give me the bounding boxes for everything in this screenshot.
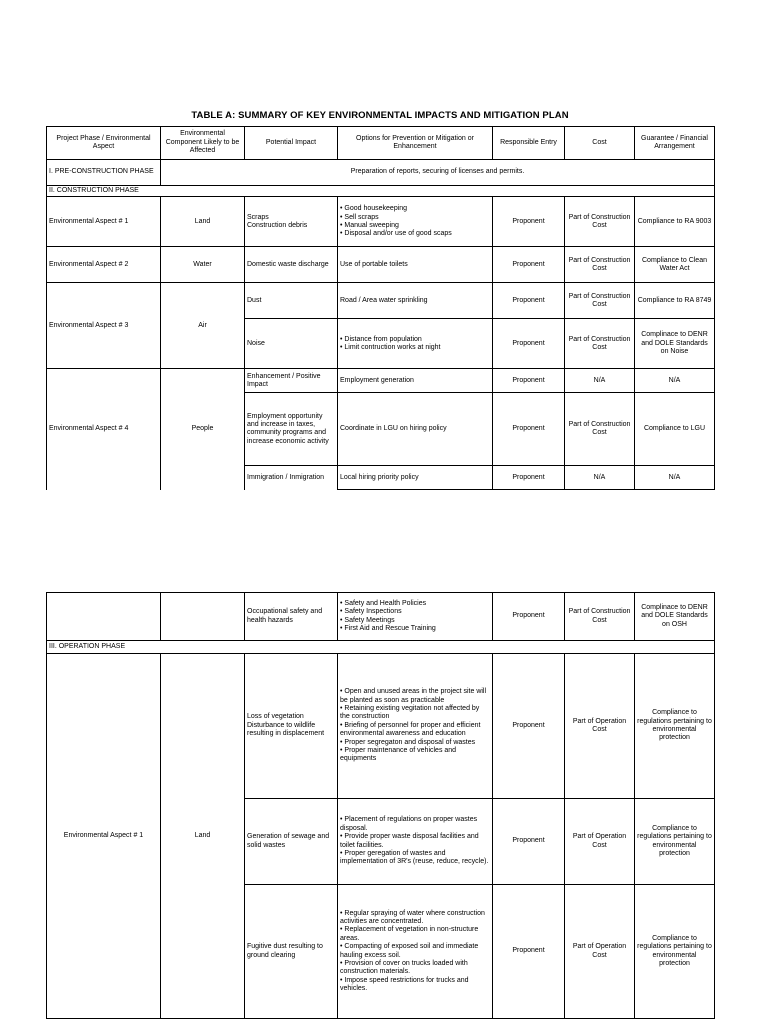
header-row	[47, 127, 715, 160]
responsible-cell: Proponent	[493, 197, 565, 247]
options-cell	[338, 799, 493, 885]
cost-cell: Part of Construction Cost	[565, 283, 635, 319]
responsible-cell: Proponent	[493, 799, 565, 885]
responsible-cell: Proponent	[493, 654, 565, 799]
header-responsible: Responsible Entry	[493, 127, 565, 160]
component-cell: Air	[161, 283, 245, 369]
guarantee-cell: Complinace to DENR and DOLE Standards on OSH	[635, 593, 715, 641]
header-guarantee: Guarantee / Financial Arrangement	[635, 127, 715, 160]
component-cell: Water	[161, 247, 245, 283]
table-row	[47, 197, 715, 247]
bullet-item: • Proper segregaton and disposal of wastes	[340, 738, 476, 746]
impacts-table-part-2	[46, 592, 715, 1019]
aspect-name: Environmental Aspect # 2	[47, 247, 161, 283]
bullet-item: • Limit contruction works at night	[340, 343, 441, 351]
aspect-name-continued	[47, 593, 161, 641]
bullet-item: • Retaining existing vegitation not affected by the construction	[340, 705, 480, 721]
impact-cell: Immigration / Inmigration	[245, 466, 338, 490]
component-cell: People	[161, 369, 245, 490]
bullet-item: • Disposal and/or use of good scaps	[340, 230, 452, 238]
options-cell: Use of portable toilets	[338, 247, 493, 283]
guarantee-cell: N/A	[635, 369, 715, 393]
cost-cell: Part of Construction Cost	[565, 593, 635, 641]
options-cell	[338, 654, 493, 799]
bullet-item: • Compacting of exposed soil and immediate hauling excess soil.	[340, 943, 479, 959]
bullet-item: • First Aid and Rescue Training	[340, 624, 436, 632]
pre-construction-row	[47, 160, 715, 186]
bullet-item: • Placement of regulations on proper wastes disposal.	[340, 816, 478, 832]
responsible-cell: Proponent	[493, 593, 565, 641]
cost-cell: Part of Operation Cost	[565, 654, 635, 799]
guarantee-cell: Compliance to LGU	[635, 393, 715, 466]
aspect-name: Environmental Aspect # 3	[47, 283, 161, 369]
options-cell: Coordinate in LGU on hiring policy	[338, 393, 493, 466]
impacts-table-part-1	[46, 126, 715, 490]
impact-cell: Employment opportunity and increase in taxes, community programs and increase economic activity	[245, 393, 338, 466]
component-cell: Land	[161, 197, 245, 247]
impact-cell: Generation of sewage and solid wastes	[245, 799, 338, 885]
operation-phase-label: III. OPERATION PHASE	[47, 641, 715, 654]
guarantee-cell: Compliance to RA 9003	[635, 197, 715, 247]
responsible-cell: Proponent	[493, 319, 565, 369]
bullet-item: • Good housekeeping	[340, 205, 408, 213]
bullet-item: • Manual sweeping	[340, 221, 399, 229]
impact-cell: Domestic waste discharge	[245, 247, 338, 283]
construction-phase-label: II. CONSTRUCTION PHASE	[47, 186, 715, 197]
guarantee-cell: Complinace to DENR and DOLE Standards on Noise	[635, 319, 715, 369]
options-cell	[338, 593, 493, 641]
responsible-cell: Proponent	[493, 393, 565, 466]
bullet-item: • Sell scraps	[340, 213, 379, 221]
aspect-name: Environmental Aspect # 1	[47, 197, 161, 247]
impact-cell: Dust	[245, 283, 338, 319]
options-cell: Employment generation	[338, 369, 493, 393]
bullet-item: • Replacement of vegetation in non-structure areas.	[340, 926, 479, 942]
impact-cell: Occupational safety and health hazards	[245, 593, 338, 641]
responsible-cell: Proponent	[493, 369, 565, 393]
bullet-item: • Safety Inspections	[340, 608, 402, 616]
impact-cell: Noise	[245, 319, 338, 369]
component-cell: Land	[161, 654, 245, 1019]
bullet-item: • Proper maintenance of vehicles and equipments	[340, 746, 457, 763]
responsible-cell: Proponent	[493, 283, 565, 319]
guarantee-cell: Compliance to regulations pertaining to environmental protection	[635, 799, 715, 885]
bullet-item: • Distance from population	[340, 335, 422, 343]
bullet-item: • Provision of cover on trucks loaded with construction materials.	[340, 959, 468, 976]
bullet-item: • Briefing of personnel for proper and efficient environmental awareness and education	[340, 721, 481, 738]
aspect-name: Environmental Aspect # 1	[47, 654, 161, 1019]
guarantee-cell: Compliance to Clean Water Act	[635, 247, 715, 283]
guarantee-cell: Compliance to regulations pertaining to environmental protection	[635, 885, 715, 1019]
bullet-item: • Impose speed restrictions for trucks and vehicles.	[340, 976, 469, 993]
header-impact: Potential Impact	[245, 127, 338, 160]
guarantee-cell: N/A	[635, 466, 715, 490]
guarantee-cell: Compliance to regulations pertaining to environmental protection	[635, 654, 715, 799]
pre-construction-label: I. PRE-CONSTRUCTION PHASE	[47, 160, 161, 186]
options-cell	[338, 197, 493, 247]
cost-cell: N/A	[565, 466, 635, 490]
cost-cell: Part of Construction Cost	[565, 197, 635, 247]
header-phase: Project Phase / Environmental Aspect	[47, 127, 161, 160]
cost-cell: Part of Operation Cost	[565, 885, 635, 1019]
cost-cell: Part of Operation Cost	[565, 799, 635, 885]
responsible-cell: Proponent	[493, 885, 565, 1019]
options-cell: Local hiring priority policy	[338, 466, 493, 490]
table-row	[47, 593, 715, 641]
responsible-cell: Proponent	[493, 247, 565, 283]
options-cell: Road / Area water sprinkling	[338, 283, 493, 319]
options-cell	[338, 319, 493, 369]
table-row	[47, 654, 715, 799]
impact-cell: Scraps Construction debris	[245, 197, 338, 247]
bullet-item: • Provide proper waste disposal facilities and toilet facilities.	[340, 833, 479, 849]
bullet-item: • Safety and Health Policies	[340, 599, 427, 607]
table-title: TABLE A: SUMMARY OF KEY ENVIRONMENTAL IMPACTS AND MITIGATION PLAN	[191, 110, 569, 121]
bullet-item: • Safety Meetings	[340, 616, 395, 624]
header-options: Options for Prevention or Mitigation or Enhancement	[338, 127, 493, 160]
pre-construction-note: Preparation of reports, securing of licenses and permits.	[161, 160, 715, 186]
impact-cell: Enhancement / Positive Impact	[245, 369, 338, 393]
impact-cell: Loss of vegetation Disturbance to wildlife resulting in displacement	[245, 654, 338, 799]
table-row	[47, 247, 715, 283]
responsible-cell: Proponent	[493, 466, 565, 490]
component-cell-continued	[161, 593, 245, 641]
header-component: Environmental Component Likely to be Affected	[161, 127, 245, 160]
cost-cell: N/A	[565, 369, 635, 393]
guarantee-cell: Compliance to RA 8749	[635, 283, 715, 319]
bullet-item: • Open and unused areas in the project site will be planted as soon as practicable	[340, 688, 487, 704]
operation-phase-row	[47, 641, 715, 654]
cost-cell: Part of Construction Cost	[565, 319, 635, 369]
options-cell	[338, 885, 493, 1019]
table-row	[47, 369, 715, 393]
bullet-item: • Proper geregation of wastes and implementation of 3R's (reuse, reduce, recycle).	[340, 849, 489, 866]
header-cost: Cost	[565, 127, 635, 160]
bullet-item: • Regular spraying of water where construction activities are concentrated.	[340, 909, 485, 925]
table-row	[47, 283, 715, 319]
construction-phase-row	[47, 186, 715, 197]
impact-cell: Fugitive dust resulting to ground clearing	[245, 885, 338, 1019]
cost-cell: Part of Construction Cost	[565, 393, 635, 466]
cost-cell: Part of Construction Cost	[565, 247, 635, 283]
aspect-name: Environmental Aspect # 4	[47, 369, 161, 490]
